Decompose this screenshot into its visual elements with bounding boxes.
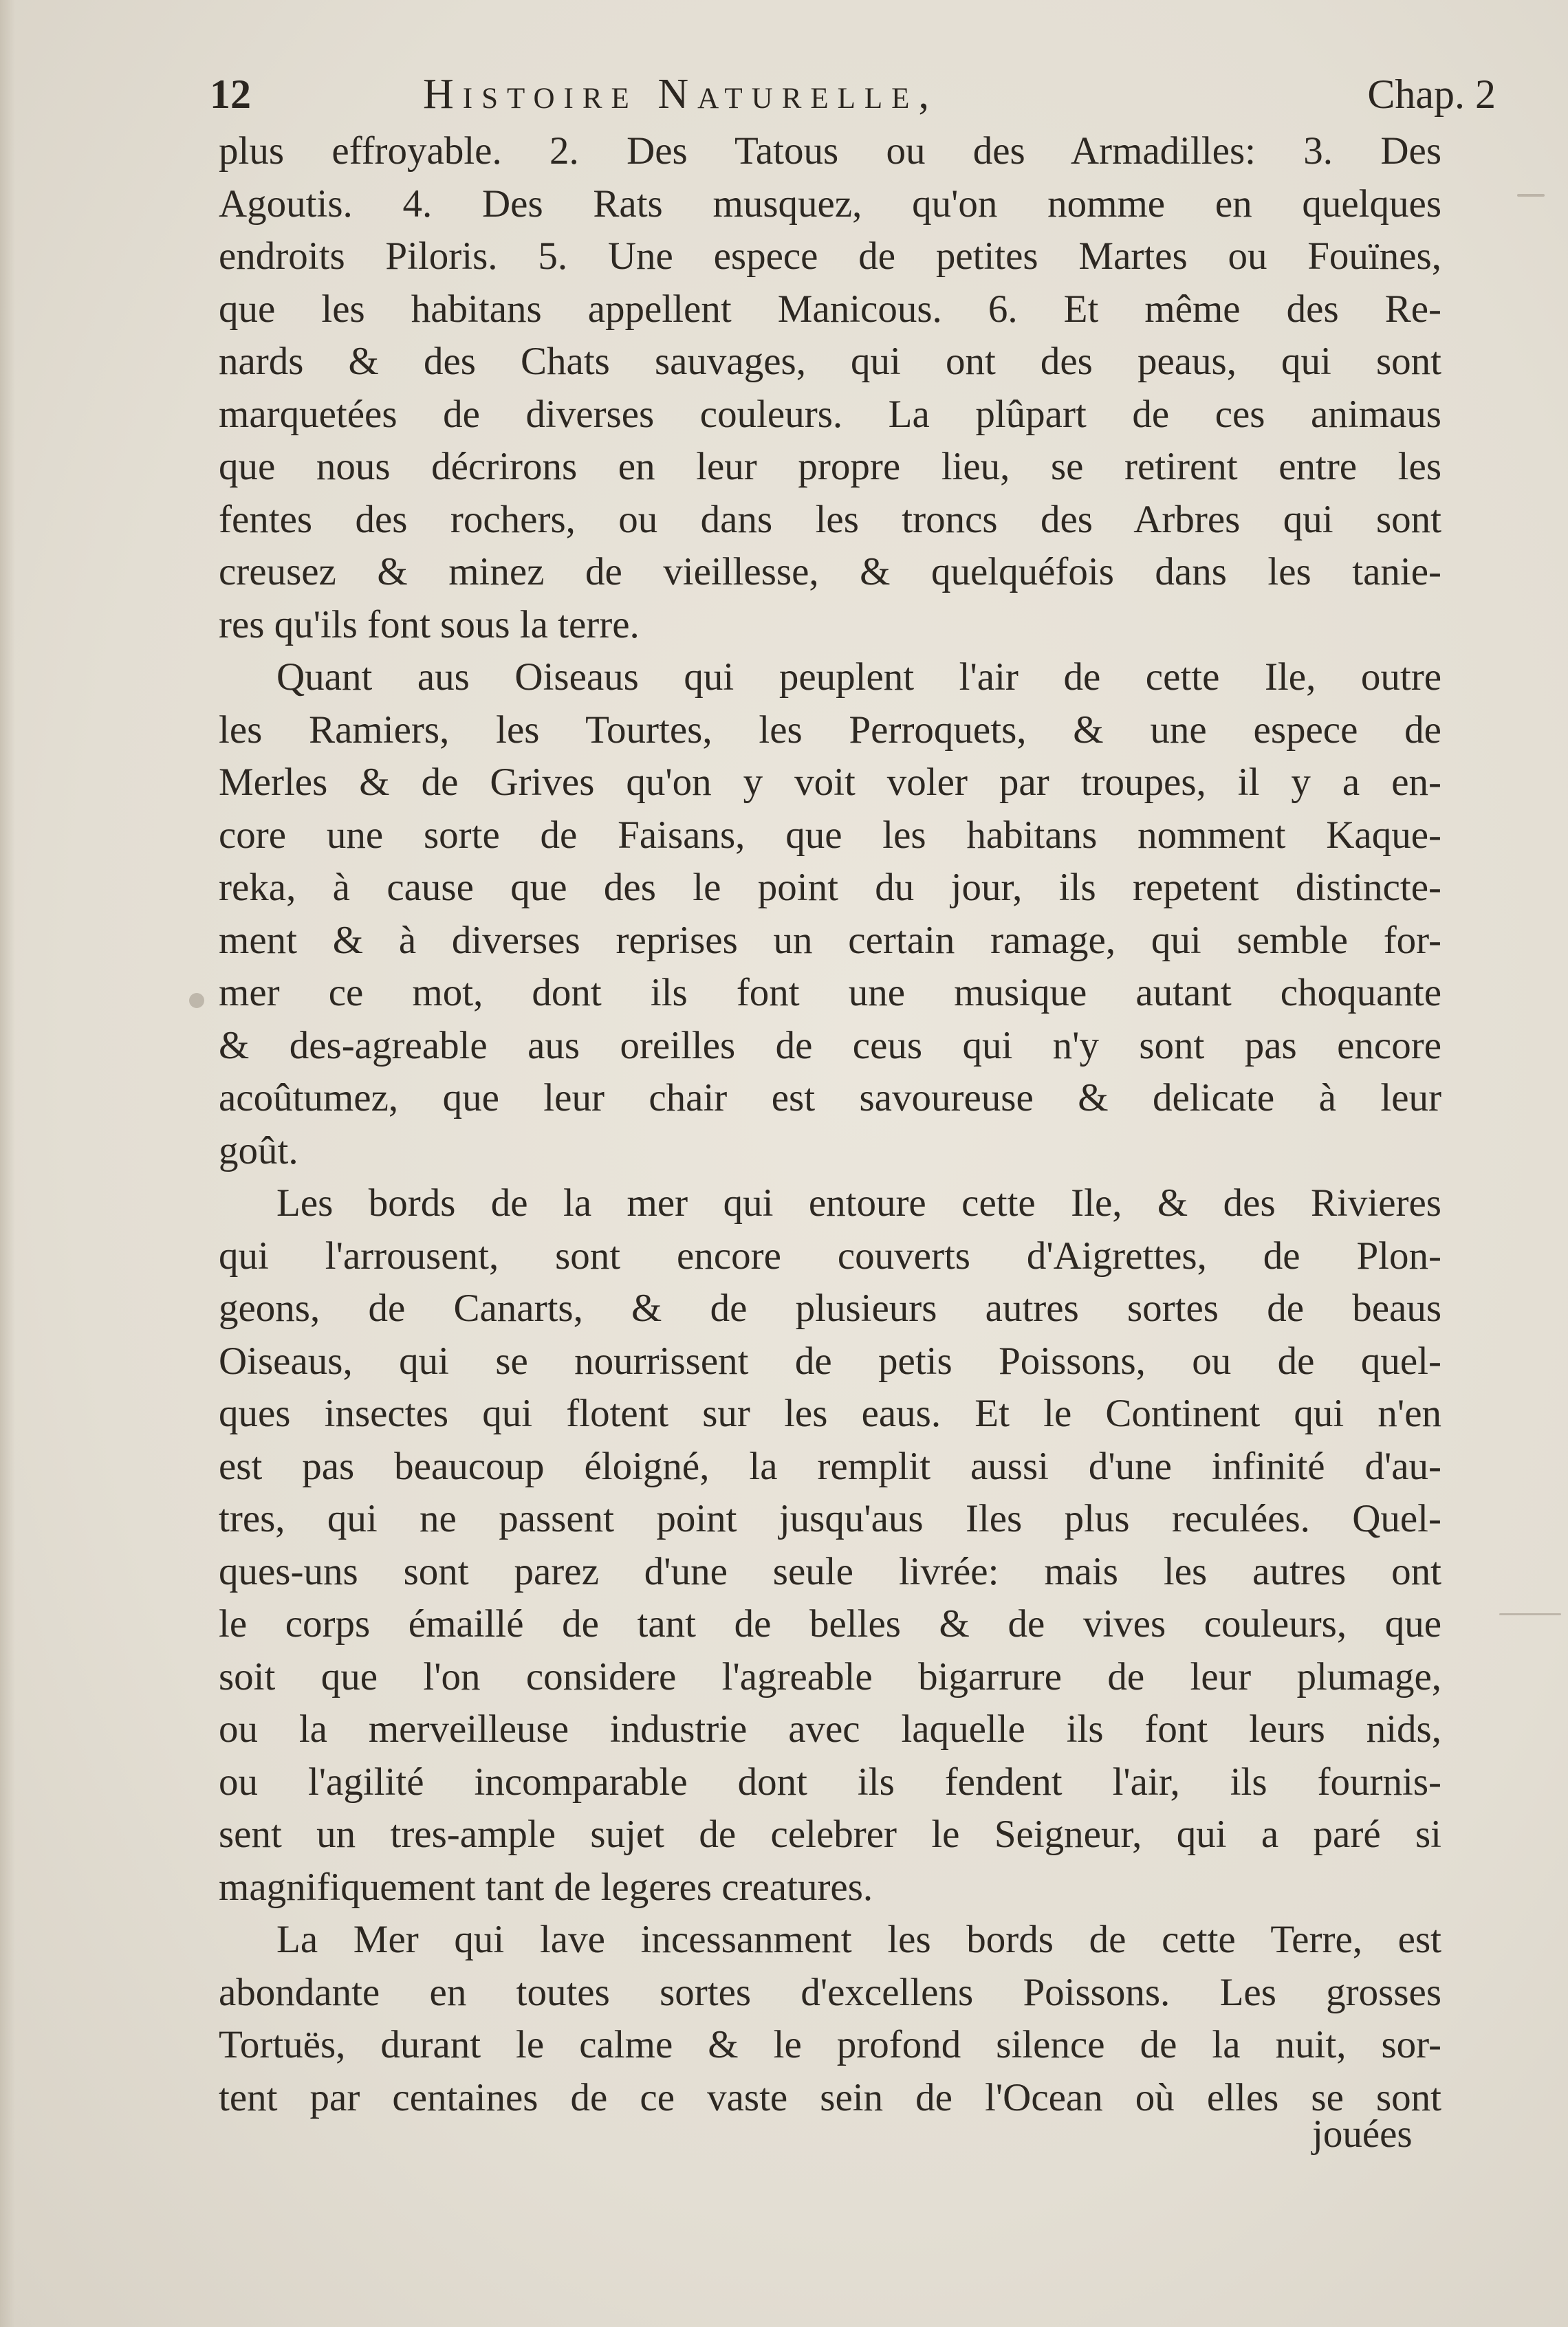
text-line: tent par centaines de ce vaste sein de l'Ocean où elles se sont bbox=[219, 2075, 1441, 2119]
text-line: creusez & minez de vieillesse, & quelquéfois dans les tanie- bbox=[219, 550, 1441, 593]
text-line: geons, de Canarts, & de plusieurs autres sortes de beaus bbox=[219, 1287, 1441, 1330]
body-text bbox=[219, 125, 1441, 2124]
text-line: plus effroyable. 2. Des Tatous ou des Armadilles: 3. Des bbox=[219, 129, 1441, 173]
text-line: les Ramiers, les Tourtes, les Perroquets, & une espece de bbox=[219, 708, 1441, 752]
text-line: & des-agreable aus oreilles de ceus qui n'y sont pas encore bbox=[219, 1023, 1441, 1067]
text-line: sent un tres-ample sujet de celebrer le Seigneur, qui a paré si bbox=[219, 1813, 1441, 1856]
chapter-reference: Chap. 2 bbox=[1367, 72, 1496, 117]
running-head bbox=[210, 63, 1496, 125]
text-line: que les habitans appellent Manicous. 6. Et même des Re- bbox=[219, 287, 1441, 331]
text-line: soit que l'on considere l'agreable bigarrure de leur plumage, bbox=[219, 1654, 1441, 1698]
text-line: fentes des rochers, ou dans les troncs des Arbres qui sont bbox=[219, 497, 1441, 541]
text-line: goût. bbox=[219, 1128, 298, 1172]
text-line: abondante en toutes sortes d'excellens Poissons. Les grosses bbox=[219, 1970, 1441, 2014]
text-line: Merles & de Grives qu'on y voit voler par troupes, il y a en- bbox=[219, 761, 1441, 804]
text-line: res qu'ils font sous la terre. bbox=[219, 602, 640, 646]
text-line: ment & à diverses reprises un certain ramage, qui semble for- bbox=[219, 918, 1441, 962]
text-line: Agoutis. 4. Des Rats musquez, qu'on nomme en quelques bbox=[219, 182, 1441, 226]
text-line: Tortuës, durant le calme & le profond silence de la nuit, sor- bbox=[219, 2023, 1441, 2066]
text-line: que nous décrirons en leur propre lieu, se retirent entre les bbox=[219, 445, 1441, 488]
text-line: marquetées de diverses couleurs. La plûpart de ces animaus bbox=[219, 392, 1441, 436]
text-line: le corps émaillé de tant de belles & de vives couleurs, que bbox=[219, 1602, 1441, 1646]
text-line: magnifiquement tant de legeres creatures. bbox=[219, 1865, 873, 1909]
paper-speck bbox=[189, 993, 204, 1008]
text-line: Les bords de la mer qui entoure cette Ile, & des Rivieres bbox=[276, 1181, 1441, 1225]
paper-speck bbox=[1517, 194, 1545, 197]
text-line: qui l'arrousent, sont encore couverts d'Aigrettes, de Plon- bbox=[219, 1234, 1441, 1278]
text-line: ques insectes qui flotent sur les eaus. Et le Continent qui n'en bbox=[219, 1392, 1441, 1435]
text-line: mer ce mot, dont ils font une musique autant choquante bbox=[219, 971, 1441, 1014]
text-line: ou l'agilité incomparable dont ils fendent l'air, ils fournis- bbox=[219, 1760, 1441, 1804]
text-line: Oiseaus, qui se nourrissent de petis Poissons, ou de quel- bbox=[219, 1339, 1441, 1383]
catchword: jouées bbox=[1312, 2112, 1413, 2156]
text-line: Quant aus Oiseaus qui peuplent l'air de cette Ile, outre bbox=[276, 655, 1441, 699]
text-line: ques-uns sont parez d'une seule livrée: mais les autres ont bbox=[219, 1549, 1441, 1593]
page-binding-shadow bbox=[0, 0, 15, 2327]
text-line: ou la merveilleuse industrie avec laquelle ils font leurs nids, bbox=[219, 1707, 1441, 1751]
text-line: acoûtumez, que leur chair est savoureuse & delicate à leur bbox=[219, 1076, 1441, 1119]
text-line: endroits Piloris. 5. Une espece de petites Martes ou Fouïnes, bbox=[219, 234, 1441, 278]
text-line: est pas beaucoup éloigné, la remplit aussi d'une infinité d'au- bbox=[219, 1444, 1441, 1488]
text-line: nards & des Chats sauvages, qui ont des peaus, qui sont bbox=[219, 340, 1441, 383]
page-number: 12 bbox=[210, 72, 251, 117]
running-title: Histoire Naturelle, bbox=[423, 71, 938, 118]
paper-speck bbox=[1499, 1613, 1561, 1615]
text-line: tres, qui ne passent point jusqu'aus Iles plus reculées. Quel- bbox=[219, 1497, 1441, 1540]
text-line: reka, à cause que des le point du jour, ils repetent distincte- bbox=[219, 866, 1441, 909]
text-line: core une sorte de Faisans, que les habitans nomment Kaque- bbox=[219, 813, 1441, 857]
text-line: La Mer qui lave incessanment les bords de cette Terre, est bbox=[276, 1918, 1441, 1961]
